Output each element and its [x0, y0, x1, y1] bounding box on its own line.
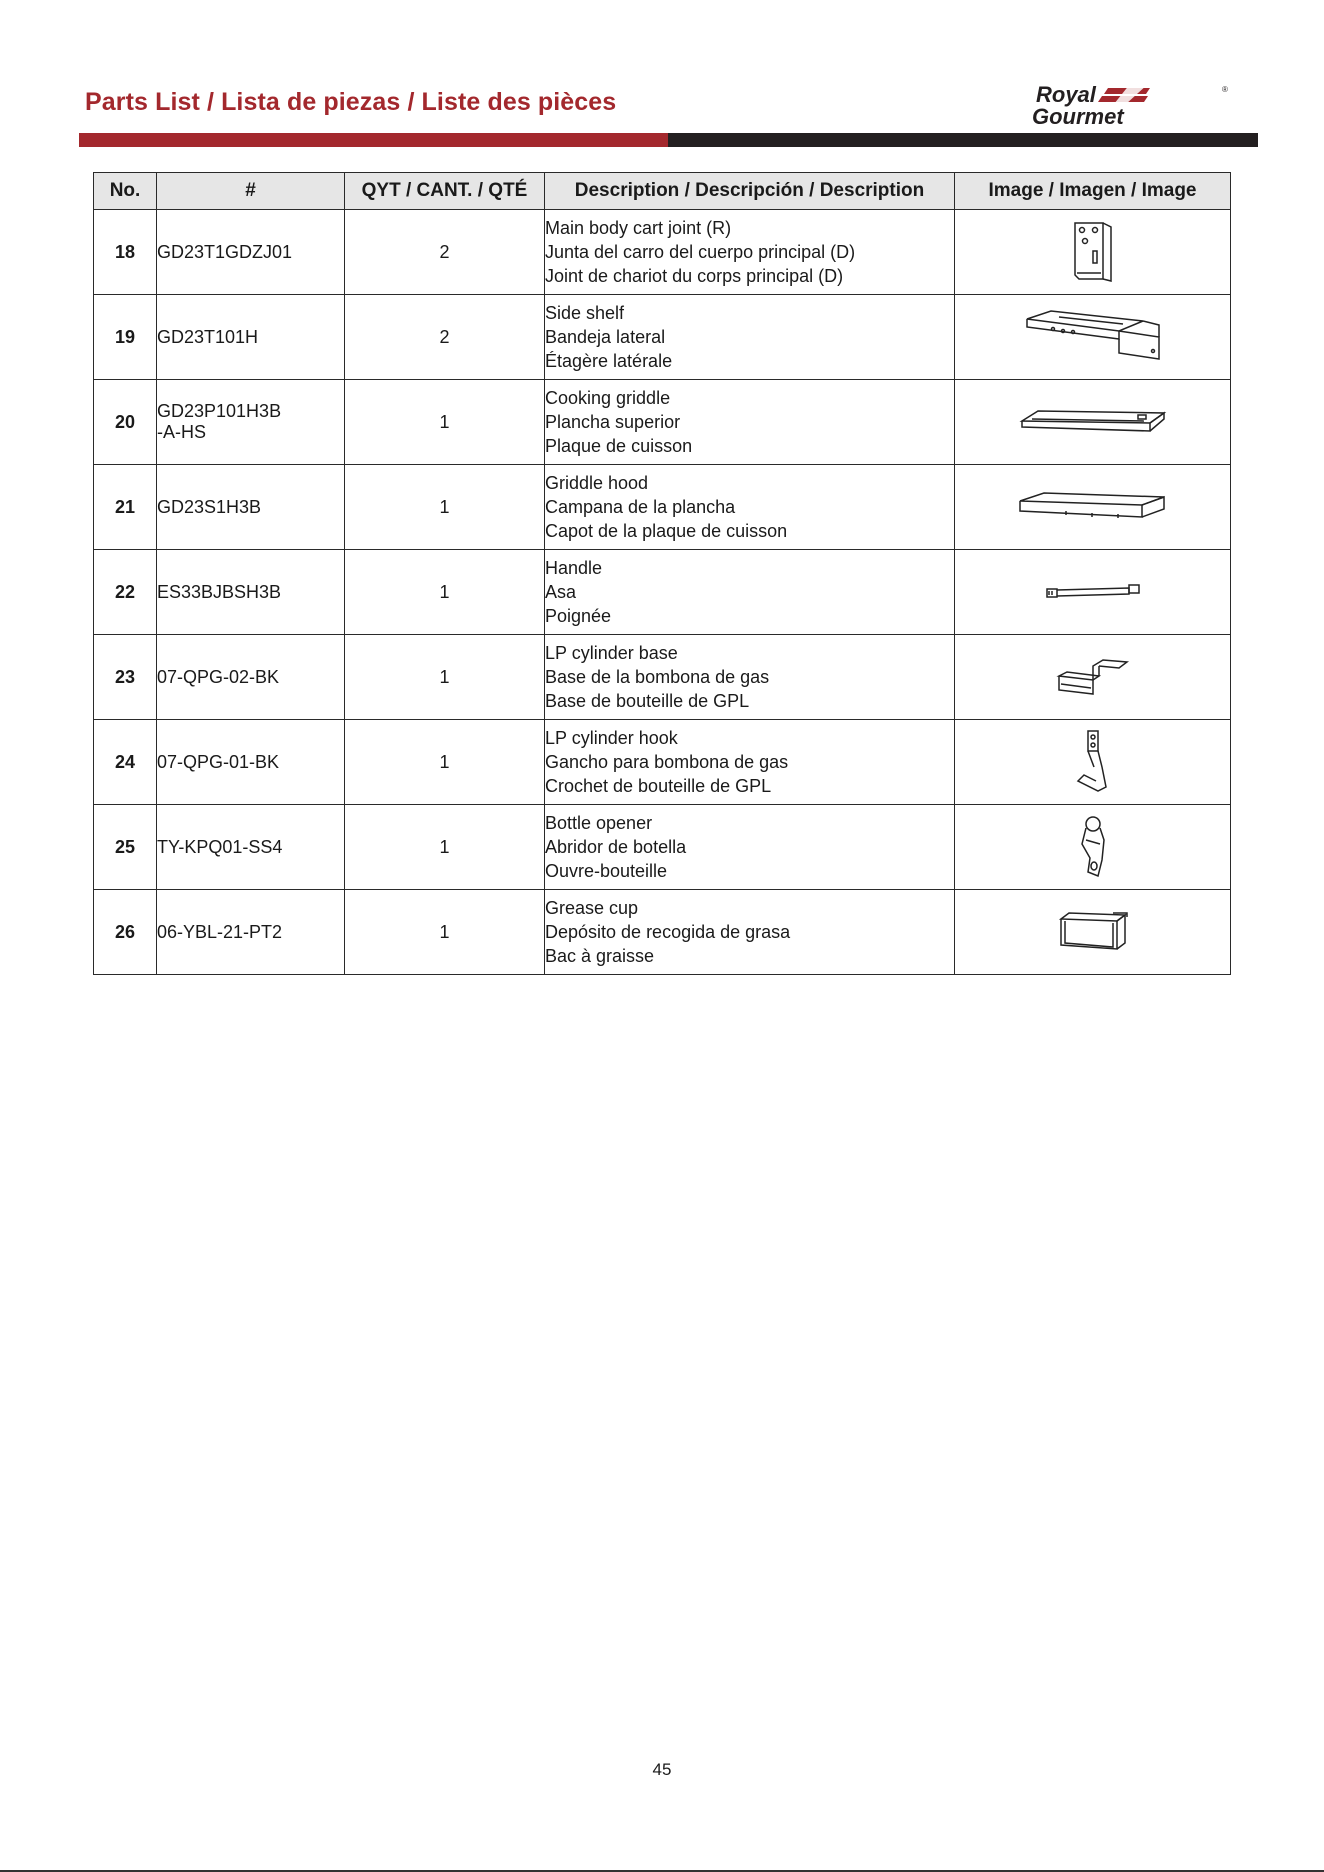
side-shelf-icon — [1023, 307, 1163, 367]
desc-en: Grease cup — [545, 898, 639, 918]
desc-en: Bottle opener — [545, 813, 653, 833]
desc-en: Side shelf — [545, 303, 625, 323]
part-number: 23 — [94, 635, 157, 720]
part-image — [955, 465, 1231, 550]
title-rule-red — [79, 133, 668, 147]
part-number: 26 — [94, 890, 157, 975]
desc-es: Campana de la plancha — [545, 497, 736, 517]
part-description — [545, 720, 955, 805]
part-code-line: TY-KPQ01-SS4 — [157, 836, 283, 857]
desc-en: LP cylinder base — [545, 643, 678, 663]
part-image — [955, 805, 1231, 890]
desc-es: Asa — [545, 582, 577, 602]
desc-fr: Bac à graisse — [545, 946, 655, 966]
parts-table — [93, 172, 1231, 975]
desc-fr: Base de bouteille de GPL — [545, 691, 750, 711]
part-number: 22 — [94, 550, 157, 635]
desc-fr: Étagère latérale — [545, 351, 673, 371]
col-header-qty: QYT / CANT. / QTÉ — [345, 173, 545, 210]
cylinder-base-icon — [1053, 654, 1133, 700]
griddle-plate-icon — [1018, 405, 1168, 439]
page-title: Parts List / Lista de piezas / Liste des pièces — [85, 88, 617, 116]
table-row — [94, 635, 1231, 720]
table-row — [94, 550, 1231, 635]
part-code-line: 06-YBL-21-PT2 — [157, 921, 283, 942]
desc-fr: Joint de chariot du corps principal (D) — [545, 266, 844, 286]
table-row — [94, 210, 1231, 295]
desc-es: Bandeja lateral — [545, 327, 666, 347]
part-code-line: -A-HS — [157, 422, 206, 442]
part-description — [545, 465, 955, 550]
part-code-line: GD23T1GDZJ01 — [157, 241, 293, 262]
cylinder-hook-icon — [1068, 727, 1118, 797]
part-number: 20 — [94, 380, 157, 465]
part-image — [955, 635, 1231, 720]
part-number: 19 — [94, 295, 157, 380]
part-qty: 1 — [345, 890, 545, 975]
desc-fr: Ouvre-bouteille — [545, 861, 668, 881]
part-image — [955, 295, 1231, 380]
logo-line2: Gourmet — [1032, 104, 1124, 129]
part-code-line: GD23T101H — [157, 326, 259, 347]
part-qty: 1 — [345, 635, 545, 720]
desc-es: Depósito de recogida de grasa — [545, 922, 791, 942]
col-header-code: # — [157, 173, 345, 210]
part-description — [545, 295, 955, 380]
bottle-opener-icon — [1070, 814, 1116, 880]
part-qty: 1 — [345, 805, 545, 890]
registered-mark: ® — [1222, 85, 1228, 94]
col-header-description: Description / Descripción / Description — [545, 173, 955, 210]
part-code — [157, 380, 345, 465]
part-code — [157, 550, 345, 635]
desc-en: LP cylinder hook — [545, 728, 678, 748]
page-number: 45 — [652, 1760, 672, 1779]
title-rule-dark — [668, 133, 1258, 147]
part-code-line: 07-QPG-01-BK — [157, 751, 280, 772]
desc-en: Cooking griddle — [545, 388, 671, 408]
desc-en: Handle — [545, 558, 603, 578]
part-image — [955, 720, 1231, 805]
part-number: 18 — [94, 210, 157, 295]
part-code — [157, 635, 345, 720]
col-header-image: Image / Imagen / Image — [955, 173, 1231, 210]
part-code — [157, 720, 345, 805]
part-qty: 2 — [345, 210, 545, 295]
part-description — [545, 380, 955, 465]
table-row — [94, 465, 1231, 550]
desc-fr: Poignée — [545, 606, 612, 626]
desc-es: Base de la bombona de gas — [545, 667, 770, 687]
part-qty: 2 — [345, 295, 545, 380]
title-rule — [79, 133, 1258, 147]
part-code-line: GD23P101H3B — [157, 401, 282, 421]
part-description — [545, 550, 955, 635]
part-qty: 1 — [345, 550, 545, 635]
table-row — [94, 720, 1231, 805]
part-description — [545, 210, 955, 295]
table-row — [94, 380, 1231, 465]
col-header-no: No. — [94, 173, 157, 210]
table-row — [94, 295, 1231, 380]
part-code-line: 07-QPG-02-BK — [157, 666, 280, 687]
cart-joint-icon — [1063, 217, 1123, 287]
part-qty: 1 — [345, 720, 545, 805]
part-number: 21 — [94, 465, 157, 550]
part-qty: 1 — [345, 380, 545, 465]
part-code-line: ES33BJBSH3B — [157, 581, 282, 602]
royal-gourmet-logo — [1030, 80, 1230, 130]
part-description — [545, 890, 955, 975]
handle-icon — [1043, 579, 1143, 605]
part-image — [955, 380, 1231, 465]
logo-flame-icon — [1098, 84, 1150, 104]
desc-es: Gancho para bombona de gas — [545, 752, 789, 772]
desc-en: Griddle hood — [545, 473, 649, 493]
part-number: 25 — [94, 805, 157, 890]
grease-cup-icon — [1055, 905, 1131, 959]
desc-es: Abridor de botella — [545, 837, 687, 857]
part-image — [955, 890, 1231, 975]
part-qty: 1 — [345, 465, 545, 550]
table-row — [94, 890, 1231, 975]
part-code — [157, 465, 345, 550]
logo-line1: Royal — [1036, 82, 1096, 107]
part-description — [545, 805, 955, 890]
part-code-line: GD23S1H3B — [157, 496, 262, 517]
desc-es: Junta del carro del cuerpo principal (D) — [545, 242, 856, 262]
part-code — [157, 890, 345, 975]
part-number: 24 — [94, 720, 157, 805]
desc-fr: Crochet de bouteille de GPL — [545, 776, 772, 796]
part-description — [545, 635, 955, 720]
desc-en: Main body cart joint (R) — [545, 218, 732, 238]
part-code — [157, 805, 345, 890]
table-row — [94, 805, 1231, 890]
part-image — [955, 210, 1231, 295]
desc-es: Plancha superior — [545, 412, 681, 432]
part-image — [955, 550, 1231, 635]
griddle-hood-icon — [1016, 487, 1170, 527]
part-code — [157, 210, 345, 295]
desc-fr: Plaque de cuisson — [545, 436, 693, 456]
part-code — [157, 295, 345, 380]
desc-fr: Capot de la plaque de cuisson — [545, 521, 788, 541]
table-header-row — [94, 173, 1231, 210]
